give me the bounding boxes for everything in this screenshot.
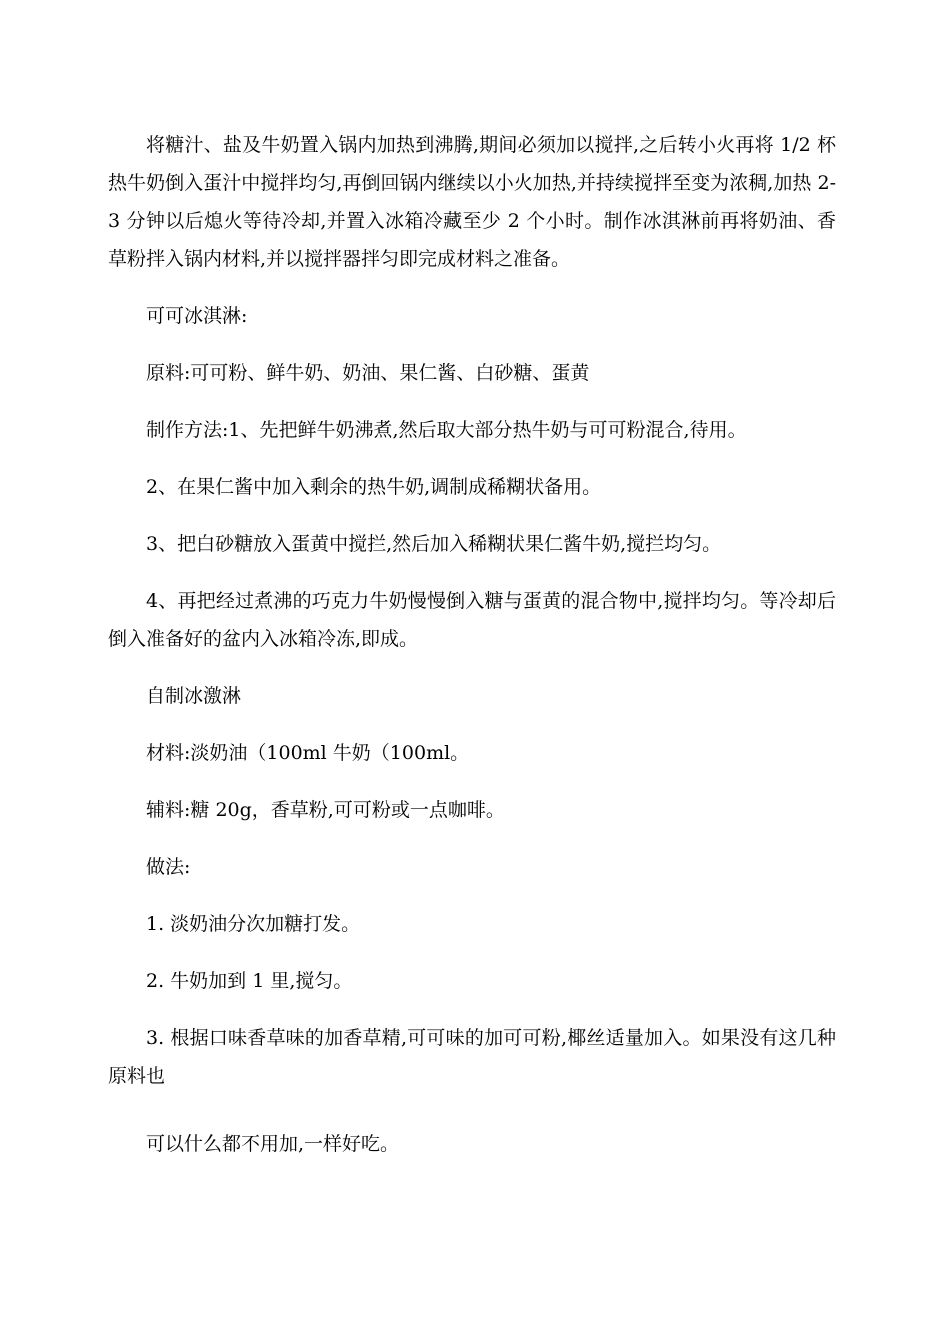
heading-method: 做法: — [146, 856, 191, 878]
list-item-step-1: 1. 淡奶油分次加糖打发。 — [146, 913, 361, 935]
paragraph-cocoa-ingredients: 原料:可可粉、鲜牛奶、奶油、果仁酱、白砂糖、蛋黄 — [146, 362, 590, 384]
list-item-step-3: 3. 根据口味香草味的加香草精,可可味的加可可粉,椰丝适量加入。如果没有这几种原料也 — [108, 1027, 836, 1087]
document-body — [108, 126, 836, 1163]
paragraph-method-step-4: 4、再把经过煮沸的巧克力牛奶慢慢倒入糖与蛋黄的混合物中,搅拌均匀。等冷却后倒入准备好的盆内入冰箱冷冻,即成。 — [108, 590, 836, 650]
list-item-step-2: 2. 牛奶加到 1 里,搅匀。 — [146, 970, 353, 992]
paragraph-method-step-2: 2、在果仁酱中加入剩余的热牛奶,调制成稀糊状备用。 — [146, 476, 602, 498]
paragraph-method-step-1: 制作方法:1、先把鲜牛奶沸煮,然后取大部分热牛奶与可可粉混合,待用。 — [146, 419, 747, 441]
paragraph-method-step-3: 3、把白砂糖放入蛋黄中搅拦,然后加入稀糊状果仁酱牛奶,搅拦均匀。 — [146, 533, 722, 555]
paragraph-closing: 可以什么都不用加,一样好吃。 — [146, 1133, 400, 1155]
heading-homemade-ice-cream: 自制冰激淋 — [146, 685, 242, 707]
heading-cocoa-ice-cream: 可可冰淇淋: — [146, 305, 248, 327]
paragraph-intro: 将糖汁、盐及牛奶置入锅内加热到沸腾,期间必须加以搅拌,之后转小火再将 1/2 杯热牛奶倒入蛋汁中搅拌均匀,再倒回锅内继续以小火加热,并持续搅拌至变为浓稠,加热 2-3 分钟以后熄火等待冷却,并置入冰箱冷藏至少 2 个小时。制作冰淇淋前再将奶油、香草粉拌入锅内材料,并以搅拌器拌匀即完成材料之准备。 — [108, 134, 836, 270]
paragraph-auxiliary-materials: 辅料:糖 20g，香草粉,可可粉或一点咖啡。 — [146, 799, 505, 821]
paragraph-materials: 材料:淡奶油（100ml 牛奶（100ml。 — [146, 742, 470, 764]
